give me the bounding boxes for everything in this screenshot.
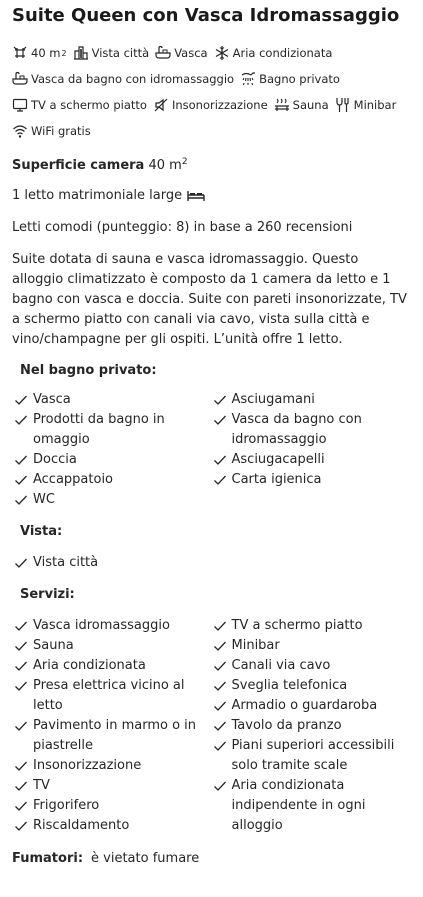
checkmark-icon <box>14 659 28 673</box>
amenity-list <box>14 390 213 510</box>
amenity-item <box>213 776 412 836</box>
amenity-item <box>14 816 213 836</box>
room-description: Suite dotata di sauna e vasca idromassaggio. Questo alloggio climatizzato è composto da 1 camera da letto e 1 bagno con vasca e doccia. Suite con pareti insonorizzate, TV a schermo piatto con canali via cavo, vista sulla città e vino/champagne per gli ospiti. L’unità offre 1 letto. <box>12 252 407 347</box>
facility-badge <box>274 97 329 113</box>
facility-row <box>12 40 411 66</box>
amenity-label: Sauna <box>33 638 74 653</box>
amenity-label: Insonorizzazione <box>33 758 142 773</box>
amenity-item <box>14 776 213 796</box>
amenity-column-left <box>14 553 213 573</box>
checkmark-icon <box>213 619 227 633</box>
amenity-label: Tavolo da pranzo <box>231 718 342 733</box>
facility-row <box>12 66 411 92</box>
amenity-label: Carta igienica <box>231 472 322 487</box>
amenity-label: TV <box>33 778 50 793</box>
amenity-list <box>213 616 412 836</box>
amenity-label: TV a schermo piatto <box>231 618 363 633</box>
amenity-column-right <box>213 390 412 510</box>
amenity-column-right <box>213 553 412 573</box>
checkmark-icon <box>14 799 28 813</box>
checkmark-icon <box>14 759 28 773</box>
wifi-icon <box>12 123 28 139</box>
amenity-label: Armadio o guardaroba <box>231 698 378 713</box>
checkmark-icon <box>14 679 28 693</box>
facility-badge <box>12 123 91 139</box>
services-amenities <box>14 616 411 836</box>
bathroom-amenities <box>14 390 411 510</box>
city-view-icon <box>73 45 89 61</box>
room-size-value: 40 m <box>148 158 182 173</box>
facility-label: Sauna <box>292 98 329 112</box>
facility-badge <box>214 45 333 61</box>
amenity-item <box>213 636 412 656</box>
snowflake-icon <box>214 45 230 61</box>
bed-rating: Letti comodi (punteggio: 8) in base a 260 recensioni <box>12 220 353 235</box>
tv-icon <box>12 97 28 113</box>
facility-label: 40 m <box>31 46 61 60</box>
amenity-label: Piani superiori accessibili solo tramite scale <box>231 738 395 773</box>
checkmark-icon <box>213 393 227 407</box>
room-size-icon <box>12 45 28 61</box>
facility-label: Vasca da bagno con idromassaggio <box>31 72 235 86</box>
amenity-item <box>14 470 213 490</box>
amenity-item <box>213 450 412 470</box>
view-amenities <box>14 553 411 573</box>
facility-badge <box>155 45 207 61</box>
facility-label: Aria condizionata <box>232 46 333 60</box>
amenity-item <box>213 410 412 450</box>
amenity-item <box>14 676 213 716</box>
facility-badge <box>12 71 234 87</box>
amenity-label: Vasca da bagno con idromassaggio <box>231 412 362 447</box>
checkmark-icon <box>14 413 28 427</box>
room-size <box>12 152 411 176</box>
amenity-item <box>14 410 213 450</box>
facility-label: Minibar <box>353 98 397 112</box>
checkmark-icon <box>14 819 28 833</box>
facility-badge <box>153 97 268 113</box>
smoking-value: è vietato fumare <box>91 851 200 866</box>
amenity-label: Asciugamani <box>231 392 315 407</box>
amenity-label: Aria condizionata <box>33 658 146 673</box>
checkmark-icon <box>213 639 227 653</box>
amenity-item <box>14 656 213 676</box>
checkmark-icon <box>14 556 28 570</box>
facility-label: TV a schermo piatto <box>31 98 147 112</box>
facility-label: Insonorizzazione <box>171 98 268 112</box>
checkmark-icon <box>14 473 28 487</box>
amenity-label: Prodotti da bagno in omaggio <box>33 412 165 447</box>
amenity-label: Pavimento in marmo o in piastrelle <box>33 718 197 753</box>
amenity-list <box>14 553 213 573</box>
amenity-item <box>213 656 412 676</box>
checkmark-icon <box>213 779 227 793</box>
shower-icon <box>240 71 256 87</box>
room-size-unit-sup: 2 <box>181 157 188 167</box>
amenity-item <box>14 390 213 410</box>
facility-badge <box>12 97 147 113</box>
room-title: Suite Queen con Vasca Idromassaggio <box>12 5 400 26</box>
checkmark-icon <box>213 453 227 467</box>
bathtub-icon <box>155 45 171 61</box>
amenity-label: Vasca <box>33 392 71 407</box>
amenity-item <box>213 676 412 696</box>
checkmark-icon <box>213 739 227 753</box>
checkmark-icon <box>213 679 227 693</box>
amenity-item <box>14 450 213 470</box>
checkmark-icon <box>14 393 28 407</box>
smoking-label: Fumatori: <box>12 851 84 866</box>
checkmark-icon <box>213 413 227 427</box>
amenity-item <box>14 616 213 636</box>
checkmark-icon <box>14 453 28 467</box>
facility-label: Bagno privato <box>259 72 340 86</box>
services-section-title: Servizi: <box>20 587 75 602</box>
amenity-list <box>213 390 412 490</box>
amenity-label: Riscaldamento <box>33 818 130 833</box>
amenity-item <box>14 490 213 510</box>
facility-label: Vasca <box>174 46 208 60</box>
room-size-label: Superficie camera <box>12 158 145 173</box>
view-section-title: Vista: <box>20 524 63 539</box>
facility-badge <box>12 45 67 61</box>
amenity-item <box>213 390 412 410</box>
checkmark-icon <box>14 619 28 633</box>
amenity-item <box>14 636 213 656</box>
amenity-label: Minibar <box>231 638 280 653</box>
facility-label: Vista città <box>91 46 150 60</box>
facility-label: WiFi gratis <box>31 124 91 138</box>
bed-icon <box>187 190 205 202</box>
amenity-label: Accappatoio <box>33 472 114 487</box>
facility-badge <box>73 45 150 61</box>
amenity-label: Asciugacapelli <box>231 452 325 467</box>
amenity-item <box>213 616 412 636</box>
bathtub-icon <box>12 71 28 87</box>
checkmark-icon <box>14 493 28 507</box>
minibar-icon <box>335 97 351 113</box>
checkmark-icon <box>14 779 28 793</box>
facility-badge <box>335 97 397 113</box>
checkmark-icon <box>213 719 227 733</box>
amenity-label: WC <box>33 492 55 507</box>
amenity-item <box>14 756 213 776</box>
amenity-label: Canali via cavo <box>231 658 331 673</box>
amenity-item <box>14 716 213 756</box>
amenity-item <box>14 553 213 573</box>
checkmark-icon <box>213 699 227 713</box>
amenity-item <box>213 716 412 736</box>
amenity-item <box>213 696 412 716</box>
checkmark-icon <box>213 659 227 673</box>
amenity-label: Presa elettrica vicino al letto <box>33 678 185 713</box>
smoking-policy <box>12 851 411 866</box>
amenity-label: Doccia <box>33 452 77 467</box>
facility-badge <box>240 71 340 87</box>
bathroom-section-title: Nel bagno privato: <box>20 363 157 378</box>
amenity-label: Aria condizionata indipendente in ogni alloggio <box>231 778 366 833</box>
amenity-label: Frigorifero <box>33 798 100 813</box>
amenity-item <box>213 736 412 776</box>
amenity-column-left <box>14 390 213 510</box>
amenity-list <box>14 616 213 836</box>
bed-text: 1 letto matrimoniale large <box>12 188 183 203</box>
facility-label-sup: 2 <box>61 48 67 58</box>
amenity-item <box>14 796 213 816</box>
amenity-label: Vasca idromassaggio <box>33 618 170 633</box>
checkmark-icon <box>14 639 28 653</box>
amenity-label: Vista città <box>33 555 99 570</box>
soundproof-icon <box>153 97 169 113</box>
facility-badges <box>12 40 411 144</box>
checkmark-icon <box>14 719 28 733</box>
sauna-icon <box>274 97 290 113</box>
amenity-column-left <box>14 616 213 836</box>
checkmark-icon <box>213 473 227 487</box>
amenity-label: Sveglia telefonica <box>231 678 348 693</box>
facility-row <box>12 92 411 118</box>
facility-row <box>12 118 411 144</box>
amenity-column-right <box>213 616 412 836</box>
amenity-item <box>213 470 412 490</box>
bed-info <box>12 186 411 206</box>
